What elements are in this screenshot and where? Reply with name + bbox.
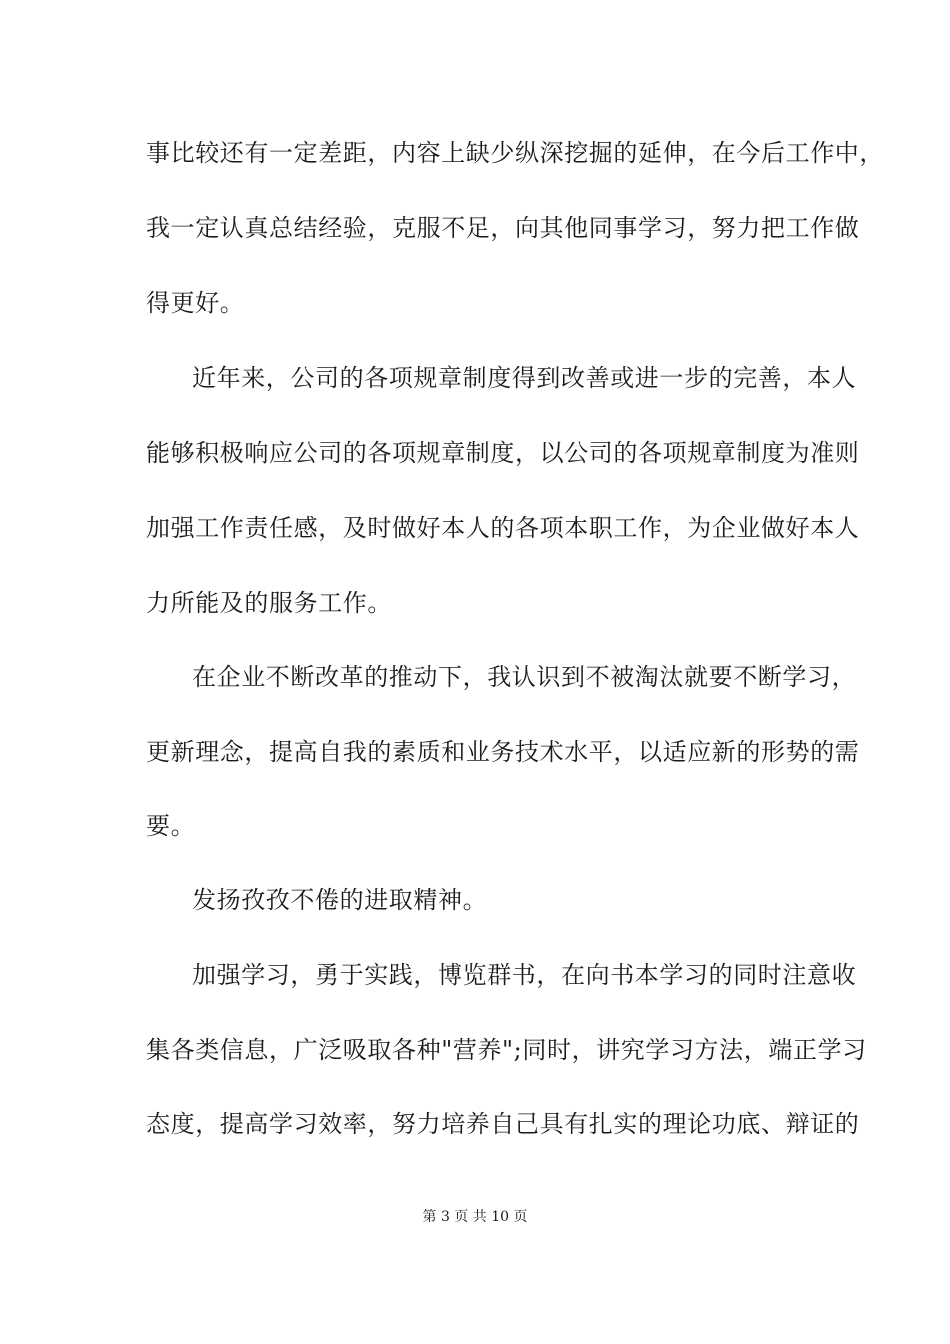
text-line: 加强工作责任感，及时做好本人的各项本职工作，为企业做好本人 xyxy=(146,514,860,542)
paragraph-first-line: 在企业不断改革的推动下，我认识到不被淘汰就要不断学习， xyxy=(192,663,857,691)
paragraph-first-line: 近年来，公司的各项规章制度得到改善或进一步的完善，本人 xyxy=(192,364,857,392)
text-line: 态度，提高学习效率，努力培养自己具有扎实的理论功底、辩证的 xyxy=(146,1110,860,1138)
text-line: 事比较还有一定差距，内容上缺少纵深挖掘的延伸，在今后工作中， xyxy=(146,139,884,167)
paragraph-first-line: 发扬孜孜不倦的进取精神。 xyxy=(192,886,488,914)
text-line: 更新理念，提高自我的素质和业务技术水平，以适应新的形势的需 xyxy=(146,738,860,766)
text-line: 要。 xyxy=(146,812,196,840)
paragraph-first-line: 加强学习，勇于实践，博览群书，在向书本学习的同时注意收 xyxy=(192,961,857,989)
text-line: 力所能及的服务工作。 xyxy=(146,589,392,617)
text-line: 集各类信息，广泛吸取各种"营养";同时，讲究学习方法，端正学习 xyxy=(146,1036,867,1064)
text-line: 得更好。 xyxy=(146,289,245,317)
page-number-footer: 第 3 页 共 10 页 xyxy=(422,1209,528,1225)
text-line: 能够积极响应公司的各项规章制度，以公司的各项规章制度为准则 xyxy=(146,439,860,467)
text-line: 我一定认真总结经验，克服不足，向其他同事学习，努力把工作做 xyxy=(146,214,860,242)
